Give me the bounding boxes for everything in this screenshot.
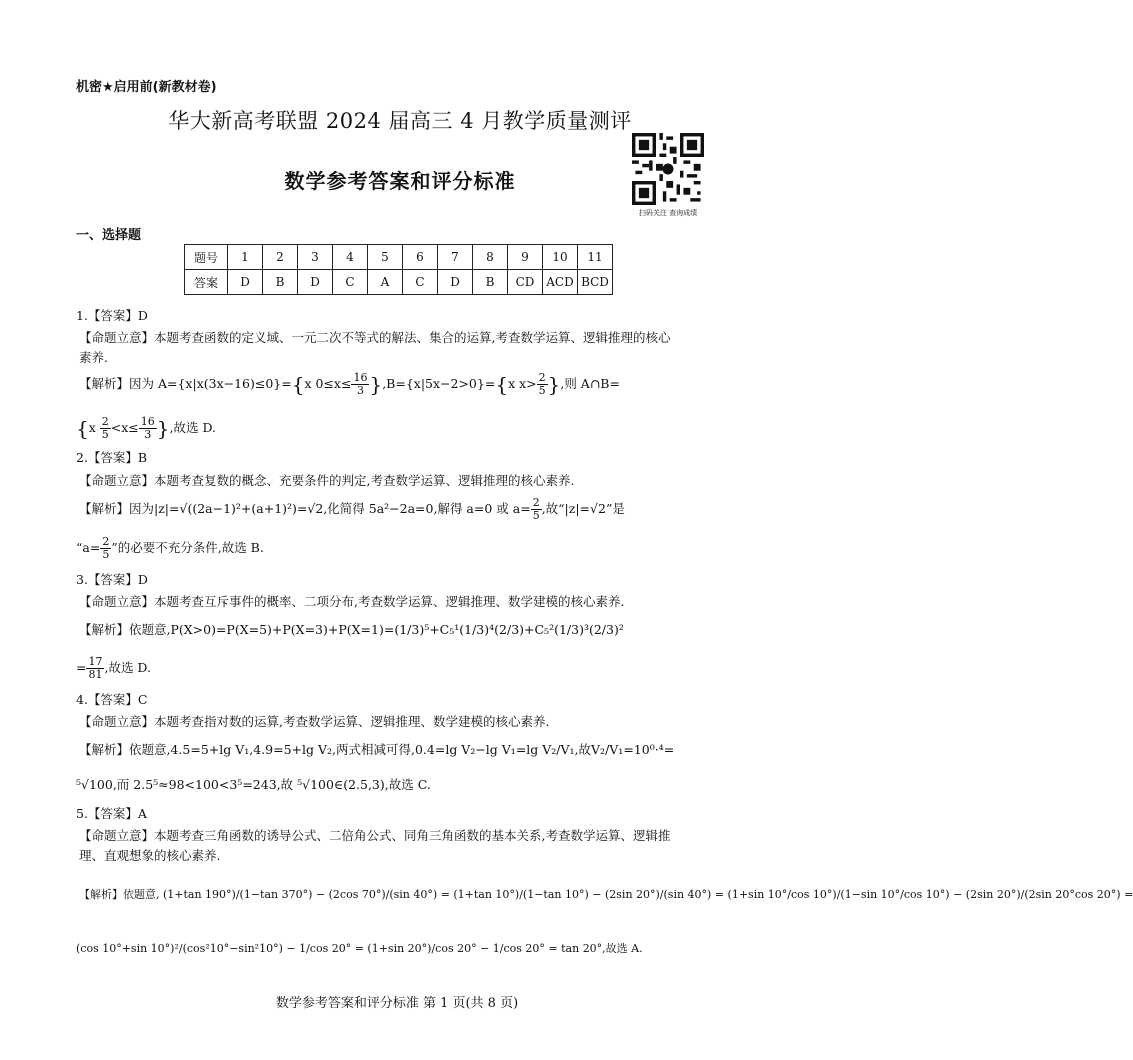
table-cell: B	[473, 270, 508, 295]
text-run: x x>	[508, 376, 537, 392]
table-header-cell: 答案	[185, 270, 228, 295]
section-heading-choice: 一、选择题	[76, 228, 142, 243]
table-cell: C	[333, 270, 368, 295]
q4-analysis: 【解析】依题意,4.5=5+lg V₁,4.9=5+lg V₂,两式相减可得,0.4=lg V₂−lg V₁=lg V₂/V₁,故V₂/V₁=10⁰·⁴=	[79, 742, 675, 757]
q2-answer: 2.【答案】B	[76, 450, 148, 465]
text-run: ,故选 D.	[104, 660, 151, 676]
text-run: =	[76, 660, 87, 676]
q3-answer: 3.【答案】D	[76, 572, 148, 587]
table-cell: D	[298, 270, 333, 295]
q5-answer: 5.【答案】A	[76, 806, 147, 821]
denominator: 5	[101, 428, 109, 442]
brace-right: }	[156, 416, 170, 441]
q5-intent-cont: 理、直观想象的核心素养.	[79, 848, 221, 863]
q1-analysis	[79, 372, 620, 397]
denominator: 3	[144, 428, 152, 442]
denominator: 5	[532, 509, 540, 523]
table-cell: 3	[298, 245, 333, 270]
q2-analysis	[79, 497, 625, 522]
table-cell: C	[403, 270, 438, 295]
table-cell: D	[228, 270, 263, 295]
page-footer: 数学参考答案和评分标准 第 1 页(共 8 页)	[275, 996, 519, 1011]
q3-analysis-cont	[76, 656, 151, 681]
fraction	[100, 536, 111, 561]
table-cell: 4	[333, 245, 368, 270]
table-cell: BCD	[578, 270, 613, 295]
qr-caption: 扫码关注 查询成绩	[638, 209, 698, 217]
qr-code-icon	[632, 133, 704, 205]
table-cell: 11	[578, 245, 613, 270]
q4-intent: 【命题立意】本题考查指对数的运算,考查数学运算、逻辑推理、数学建模的核心素养.	[79, 714, 550, 729]
q3-intent: 【命题立意】本题考查互斥事件的概率、二项分布,考查数学运算、逻辑推理、数学建模的核心素养.	[79, 594, 625, 609]
q3-analysis: 【解析】依题意,P(X>0)=P(X=5)+P(X=3)+P(X=1)=(1/3)⁵+C₅¹(1/3)⁴(2/3)+C₅²(1/3)³(2/3)²	[79, 622, 624, 637]
table-header-cell: 题号	[185, 245, 228, 270]
table-row	[185, 245, 613, 270]
table-cell: 10	[543, 245, 578, 270]
answer-table	[184, 244, 613, 295]
q2-analysis-cont	[76, 536, 264, 561]
q1-analysis-cont	[76, 416, 216, 441]
table-cell: 2	[263, 245, 298, 270]
page-title: 华大新高考联盟 2024 届高三 4 月教学质量测评	[168, 109, 632, 133]
text-run: ”的必要不充分条件,故选 B.	[111, 540, 264, 556]
q5-analysis: 【解析】依题意, (1+tan 190°)/(1−tan 370°) − (2cos 70°)/(sin 40°) = (1+tan 10°)/(1−tan 10°) − (2sin 20°)/(sin 40°) = (1+sin 10°/cos 10°)/(1−sin 10°/cos 10°) − (2sin 20°)/(2sin 20°cos 20°) =	[79, 888, 1133, 901]
text-run: <x≤	[110, 420, 139, 436]
fraction	[537, 372, 548, 397]
q5-analysis-cont: (cos 10°+sin 10°)²/(cos²10°−sin²10°) − 1/cos 20° = (1+sin 20°)/cos 20° − 1/cos 20° = tan 20°,故选 A.	[76, 942, 643, 955]
table-cell: 6	[403, 245, 438, 270]
table-cell: D	[438, 270, 473, 295]
denominator: 5	[538, 384, 546, 398]
fraction	[100, 416, 111, 441]
brace-left: {	[76, 416, 89, 441]
table-cell: 7	[438, 245, 473, 270]
q5-intent: 【命题立意】本题考查三角函数的诱导公式、二倍角公式、同角三角函数的基本关系,考查数学运算、逻辑推	[79, 828, 671, 843]
table-cell: 1	[228, 245, 263, 270]
brace-left: {	[495, 372, 509, 397]
numerator: 2	[102, 535, 110, 548]
fraction	[351, 372, 369, 397]
text-run: 【解析】因为|z|=√((2a−1)²+(a+1)²)=√2,化简得 5a²−2a=0,解得 a=0 或 a=	[79, 501, 531, 517]
table-cell: A	[368, 270, 403, 295]
table-row	[185, 270, 613, 295]
text-run: ,故选 D.	[169, 420, 217, 436]
numerator: 17	[88, 655, 103, 668]
text-run: “a=	[76, 540, 101, 556]
q1-answer: 1.【答案】D	[76, 308, 148, 323]
table-cell: 9	[508, 245, 543, 270]
q1-intent: 【命题立意】本题考查函数的定义域、一元二次不等式的解法、集合的运算,考查数学运算、逻辑推理的核心	[79, 330, 671, 345]
text-run: ,则 A∩B=	[560, 376, 620, 392]
text-run: ,故“|z|=√2”是	[541, 501, 625, 517]
table-cell: CD	[508, 270, 543, 295]
brace-right: }	[547, 372, 561, 397]
table-cell: ACD	[543, 270, 578, 295]
table-cell: B	[263, 270, 298, 295]
fraction	[139, 416, 157, 441]
q4-answer: 4.【答案】C	[76, 692, 148, 707]
confidential-label: 机密★启用前(新教材卷)	[76, 80, 217, 95]
brace-left: {	[291, 372, 305, 397]
text-run: ,B={x|5x−2>0}=	[382, 376, 496, 392]
numerator: 16	[140, 415, 155, 428]
denominator: 3	[356, 384, 364, 398]
text-run: x 0≤x≤	[304, 376, 352, 392]
brace-right: }	[369, 372, 383, 397]
denominator: 81	[88, 668, 103, 682]
q1-intent-cont: 素养.	[79, 350, 108, 365]
numerator: 2	[101, 415, 109, 428]
fraction	[86, 656, 104, 681]
q2-intent: 【命题立意】本题考查复数的概念、充要条件的判定,考查数学运算、逻辑推理的核心素养.	[79, 473, 575, 488]
numerator: 2	[538, 371, 546, 384]
text-run: 【解析】因为 A={x|x(3x−16)≤0}=	[79, 376, 292, 392]
q4-analysis-cont: ⁵√100,而 2.5⁵≈98<100<3⁵=243,故 ⁵√100∈(2.5,3),故选 C.	[76, 777, 431, 792]
table-cell: 5	[368, 245, 403, 270]
fraction	[531, 497, 542, 522]
numerator: 2	[532, 496, 540, 509]
denominator: 5	[102, 548, 110, 562]
numerator: 16	[353, 371, 368, 384]
text-run: x	[88, 420, 96, 436]
table-cell: 8	[473, 245, 508, 270]
page-subtitle: 数学参考答案和评分标准	[284, 169, 516, 193]
